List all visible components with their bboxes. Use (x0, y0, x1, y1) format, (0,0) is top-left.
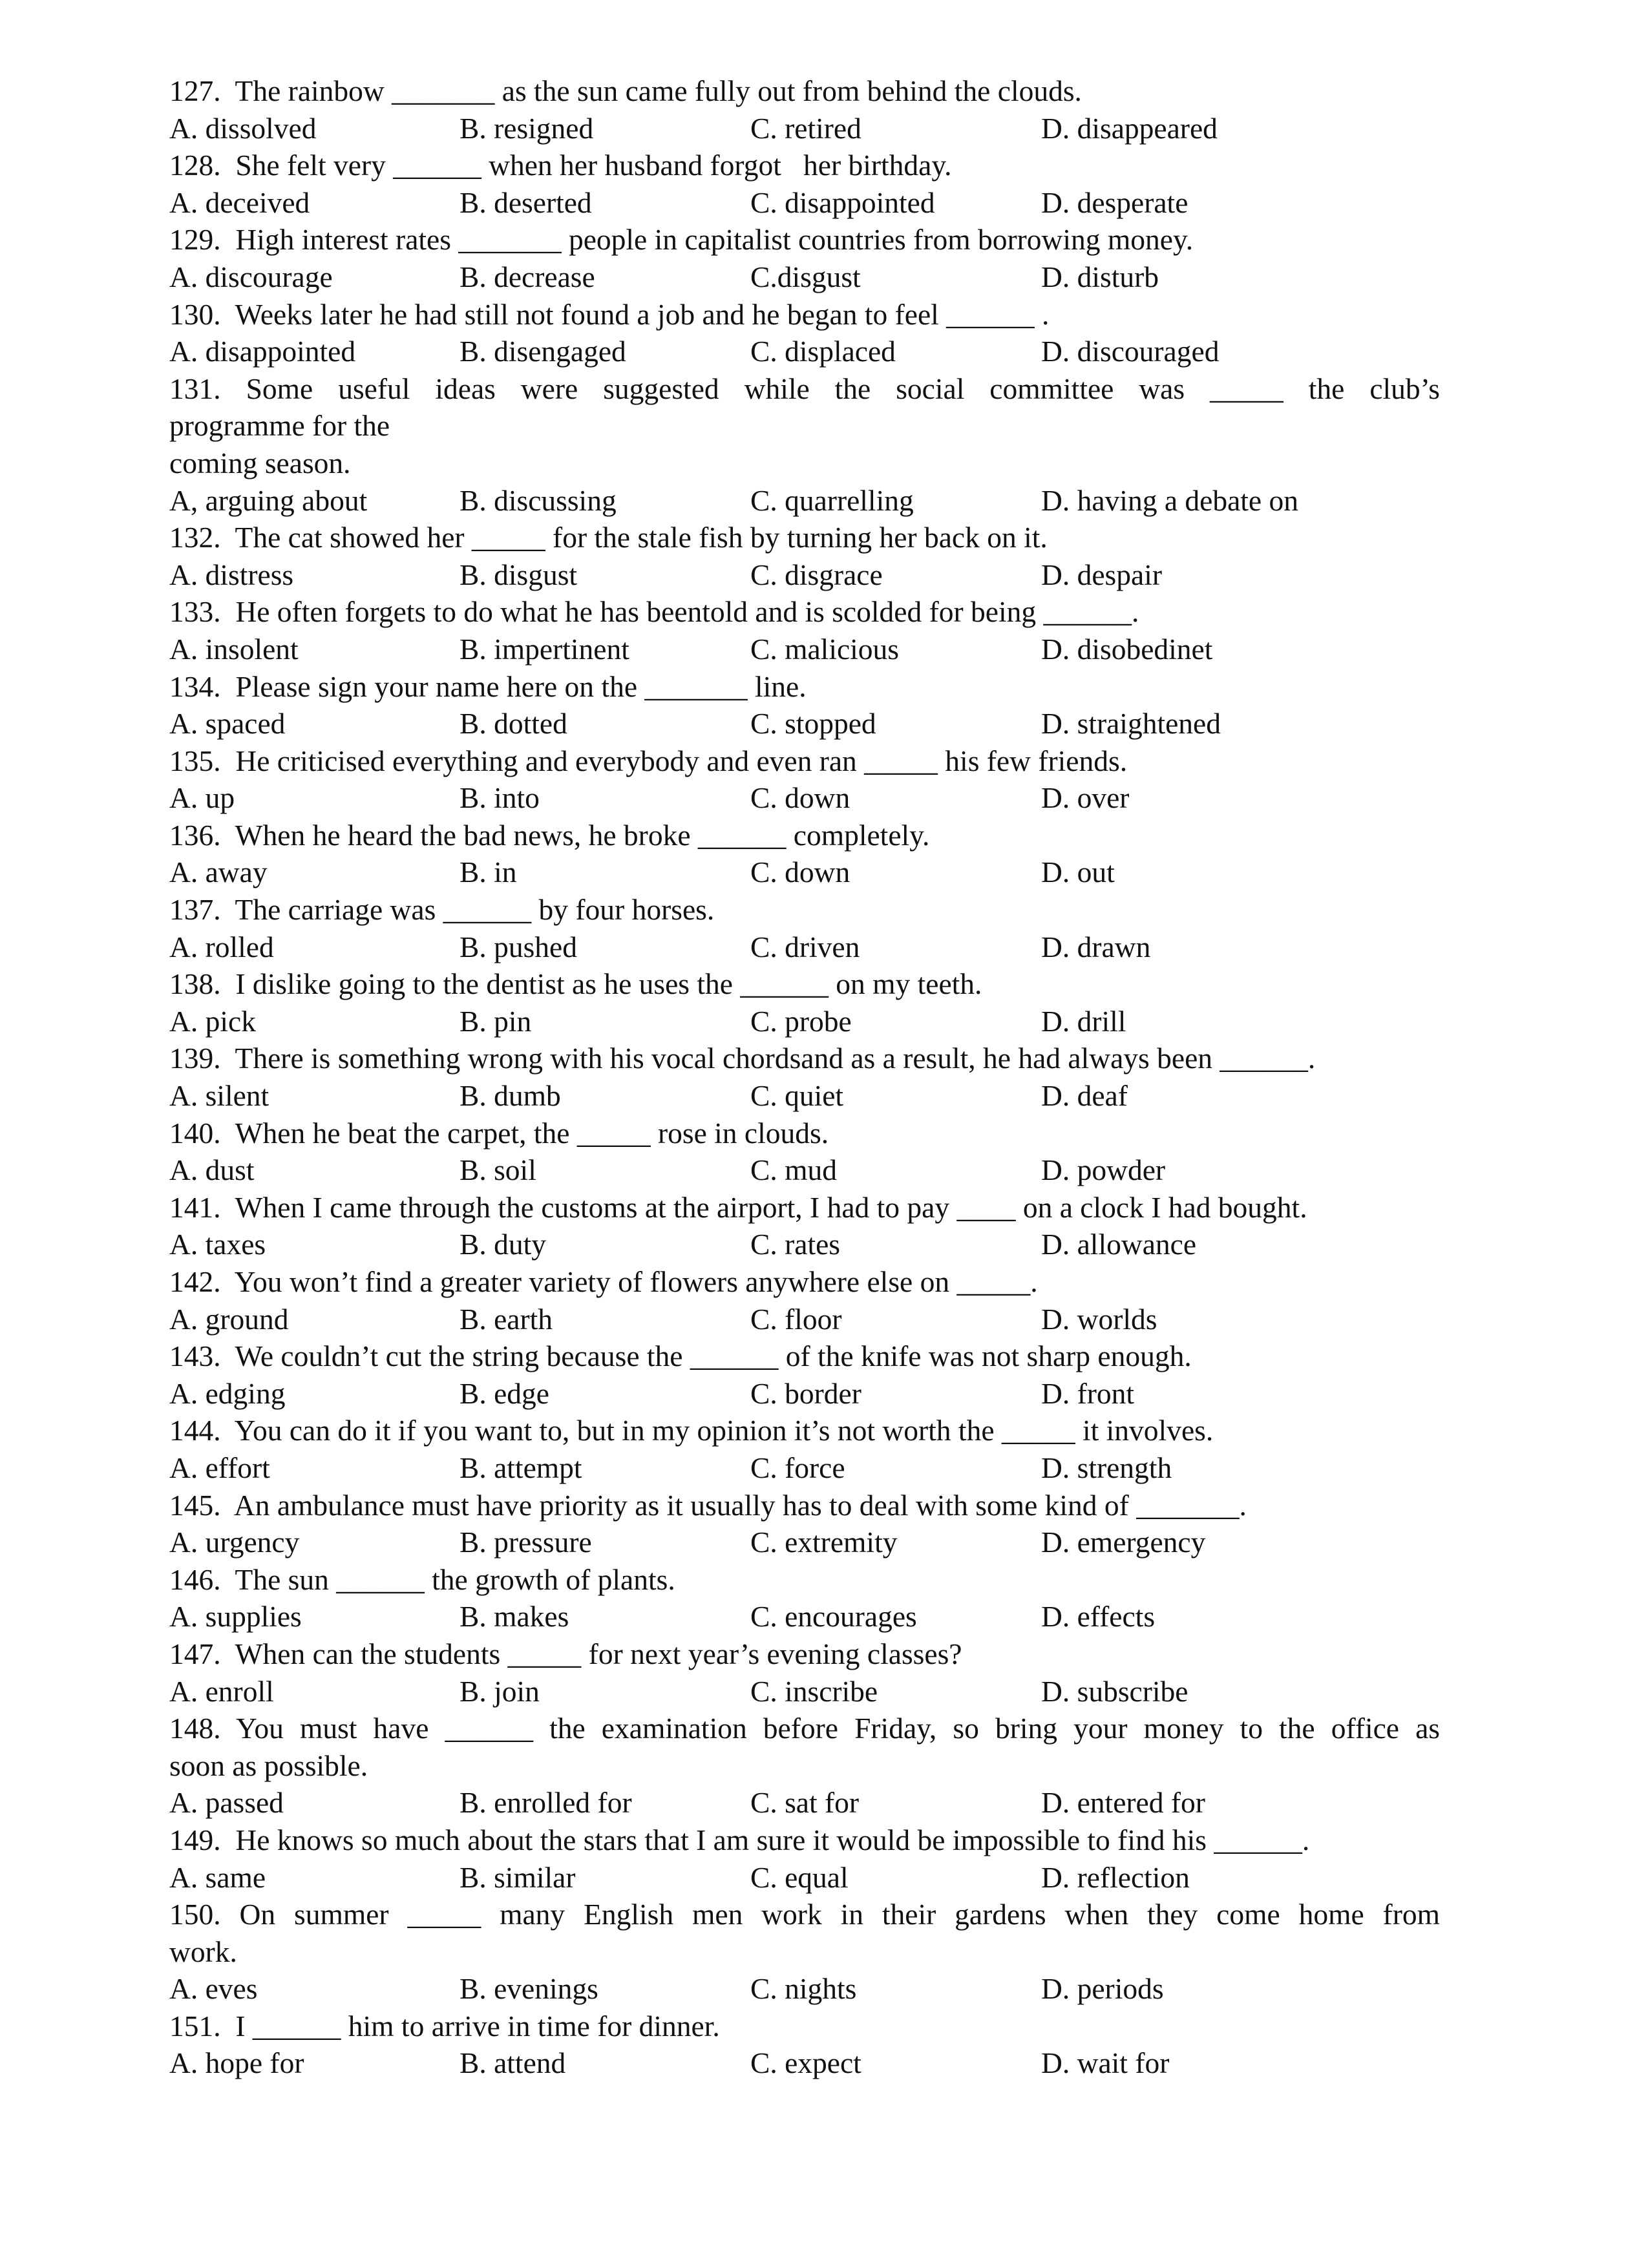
option-a: A. pick (169, 1004, 256, 1038)
option-b: B. evenings (460, 1972, 598, 2006)
option-d: D. disturb (1041, 260, 1159, 293)
question-141 (169, 1189, 1440, 1263)
option-c: C. extremity (750, 1526, 898, 1559)
option-b: B. similar (460, 1860, 576, 1894)
question-stem-continued: soon as possible. (169, 1748, 368, 1782)
option-a: A. enroll (169, 1674, 274, 1708)
question-135 (169, 742, 1440, 817)
option-d: D. entered for (1041, 1786, 1205, 1820)
answer-options (169, 1449, 1440, 1487)
option-a: A. edging (169, 1376, 286, 1410)
option-c: C. inscribe (750, 1674, 878, 1708)
option-c: C. displaced (750, 335, 896, 368)
option-d: D. over (1041, 781, 1130, 815)
question-145 (169, 1487, 1440, 1561)
option-c: C. down (750, 856, 850, 889)
question-stem: 143. We couldn’t cut the string because the ______ of the knife was not sharp enough. (169, 1339, 1192, 1373)
answer-options (169, 1598, 1440, 1635)
question-131 (169, 370, 1440, 519)
question-stem: 131. Some useful ideas were suggested while the social committee was _____ the club’s (169, 372, 1440, 405)
answer-options (169, 1524, 1440, 1561)
option-c: C. down (750, 781, 850, 815)
question-139 (169, 1040, 1440, 1114)
question-stem: 142. You won’t find a greater variety of flowers anywhere else on _____. (169, 1265, 1038, 1298)
option-a: A. effort (169, 1451, 270, 1484)
question-stem: 138. I dislike going to the dentist as he uses the ______ on my teeth. (169, 967, 982, 1001)
option-b: B. pressure (460, 1526, 592, 1559)
question-133 (169, 593, 1440, 667)
option-a: A. dust (169, 1153, 255, 1187)
answer-options (169, 929, 1440, 966)
question-130 (169, 296, 1440, 370)
question-stem: 148. You must have ______ the examination before Friday, so bring your money to the office as (169, 1712, 1440, 1745)
question-stem: 137. The carriage was ______ by four horses. (169, 893, 715, 927)
question-stem: 132. The cat showed her _____ for the stale fish by turning her back on it. (169, 521, 1048, 554)
option-c: C. sat for (750, 1786, 860, 1820)
question-stem: 140. When he beat the carpet, the _____ rose in clouds. (169, 1116, 829, 1150)
option-b: B. dumb (460, 1079, 561, 1113)
question-150 (169, 1896, 1440, 2008)
option-d: D. periods (1041, 1972, 1164, 2006)
answer-options (169, 1151, 1440, 1189)
answer-options (169, 1673, 1440, 1710)
question-stem: 135. He criticised everything and everybody and even ran _____ his few friends. (169, 744, 1128, 777)
option-d: D. straightened (1041, 707, 1221, 740)
option-d: D. desperate (1041, 185, 1188, 219)
option-b: B. pushed (460, 930, 577, 963)
option-b: B. discussing (460, 483, 617, 517)
option-b: B. enrolled for (460, 1786, 632, 1820)
option-d: D. allowance (1041, 1228, 1197, 1261)
option-c: C. malicious (750, 632, 900, 666)
answer-options (169, 1077, 1440, 1115)
option-b: B. edge (460, 1376, 549, 1410)
option-c: C. disgrace (750, 558, 883, 591)
answer-options (169, 2044, 1440, 2082)
question-stem: 144. You can do it if you want to, but in my opinion it’s not worth the _____ it involves. (169, 1414, 1214, 1447)
option-b: B. join (460, 1674, 540, 1708)
option-c: C. equal (750, 1860, 849, 1894)
option-c: C.disgust (750, 260, 861, 293)
option-d: D. disappeared (1041, 111, 1218, 145)
answer-options (169, 1301, 1440, 1338)
option-a: A. deceived (169, 185, 310, 219)
option-a: A. disappointed (169, 335, 356, 368)
question-stem: 146. The sun ______ the growth of plants. (169, 1562, 675, 1596)
option-d: D. worlds (1041, 1302, 1157, 1336)
question-148 (169, 1710, 1440, 1822)
option-c: C. nights (750, 1972, 857, 2006)
question-stem: 133. He often forgets to do what he has beentold and is scolded for being ______. (169, 595, 1139, 629)
answer-options (169, 1375, 1440, 1412)
question-stem: 150. On summer _____ many English men work in their gardens when they come home from (169, 1898, 1440, 1931)
option-a: A. distress (169, 558, 294, 591)
answer-options (169, 1784, 1440, 1822)
option-b: B. impertinent (460, 632, 629, 666)
option-d: D. drawn (1041, 930, 1151, 963)
question-143 (169, 1338, 1440, 1412)
answer-options (169, 556, 1440, 594)
option-b: B. in (460, 856, 517, 889)
option-d: D. discouraged (1041, 335, 1220, 368)
option-d: D. drill (1041, 1004, 1126, 1038)
option-b: B. makes (460, 1600, 569, 1633)
option-c: C. encourages (750, 1600, 917, 1633)
option-a: A. hope for (169, 2046, 304, 2080)
question-137 (169, 891, 1440, 965)
option-c: C. border (750, 1376, 861, 1410)
question-stem: 141. When I came through the customs at the airport, I had to pay ____ on a clock I had bought. (169, 1190, 1307, 1224)
question-stem-continued: work. (169, 1935, 237, 1968)
answer-options (169, 1003, 1440, 1040)
question-151 (169, 2008, 1440, 2082)
question-136 (169, 817, 1440, 891)
option-d: D. effects (1041, 1600, 1156, 1633)
option-c: C. driven (750, 930, 860, 963)
question-stem-continued: programme for the (169, 409, 390, 443)
option-b: B. deserted (460, 185, 592, 219)
option-b: B. resigned (460, 111, 594, 145)
question-stem-continued: coming season. (169, 446, 351, 479)
option-d: D. wait for (1041, 2046, 1170, 2080)
option-a: A. same (169, 1860, 266, 1894)
option-b: B. attempt (460, 1451, 582, 1484)
answer-options (169, 1859, 1440, 1896)
question-stem: 129. High interest rates _______ people in capitalist countries from borrowing money. (169, 223, 1194, 257)
option-a: A. insolent (169, 632, 299, 666)
option-a: A. taxes (169, 1228, 266, 1261)
answer-options (169, 482, 1440, 520)
question-138 (169, 965, 1440, 1040)
option-c: C. quarrelling (750, 483, 914, 517)
question-144 (169, 1412, 1440, 1486)
option-c: C. rates (750, 1228, 840, 1261)
answer-options (169, 258, 1440, 296)
answer-options (169, 1226, 1440, 1263)
question-stem: 128. She felt very ______ when her husband forgot her birthday. (169, 149, 952, 182)
option-d: D. deaf (1041, 1079, 1128, 1113)
option-c: C. floor (750, 1302, 842, 1336)
option-a: A. eves (169, 1972, 258, 2006)
answer-options (169, 705, 1440, 742)
option-c: C. quiet (750, 1079, 844, 1113)
option-d: D. strength (1041, 1451, 1172, 1484)
option-a: A, arguing about (169, 483, 368, 517)
option-d: D. reflection (1041, 1860, 1190, 1894)
option-c: C. retired (750, 111, 861, 145)
option-a: A. rolled (169, 930, 274, 963)
option-a: A. supplies (169, 1600, 302, 1633)
option-d: D. subscribe (1041, 1674, 1188, 1708)
option-b: B. decrease (460, 260, 595, 293)
question-stem: 139. There is something wrong with his vocal chordsand as a result, he had always been ______. (169, 1042, 1316, 1075)
question-149 (169, 1822, 1440, 1896)
question-stem: 145. An ambulance must have priority as it usually has to deal with some kind of _______. (169, 1488, 1247, 1522)
answer-options (169, 854, 1440, 891)
question-stem: 134. Please sign your name here on the _______ line. (169, 669, 807, 703)
option-d: D. having a debate on (1041, 483, 1298, 517)
option-d: D. out (1041, 856, 1115, 889)
option-b: B. disgust (460, 558, 578, 591)
option-a: A. dissolved (169, 111, 317, 145)
question-stem: 147. When can the students _____ for next year’s evening classes? (169, 1637, 962, 1670)
option-a: A. spaced (169, 707, 286, 740)
answer-options (169, 110, 1440, 147)
question-128 (169, 147, 1440, 221)
option-d: D. front (1041, 1376, 1135, 1410)
option-a: A. urgency (169, 1526, 300, 1559)
option-c: C. force (750, 1451, 845, 1484)
option-b: B. pin (460, 1004, 532, 1038)
question-129 (169, 221, 1440, 295)
option-d: D. powder (1041, 1153, 1166, 1187)
option-a: A. up (169, 781, 235, 815)
question-stem: 149. He knows so much about the stars that I am sure it would be impossible to find his ______. (169, 1823, 1310, 1856)
question-132 (169, 519, 1440, 593)
answer-options (169, 779, 1440, 817)
question-stem: 127. The rainbow _______ as the sun came fully out from behind the clouds. (169, 74, 1082, 107)
option-b: B. into (460, 781, 540, 815)
question-134 (169, 668, 1440, 742)
question-stem: 130. Weeks later he had still not found a job and he began to feel ______ . (169, 297, 1050, 331)
option-b: B. disengaged (460, 335, 626, 368)
option-d: D. despair (1041, 558, 1162, 591)
question-stem: 136. When he heard the bad news, he broke ______ completely. (169, 818, 930, 852)
option-d: D. disobedinet (1041, 632, 1213, 666)
answer-options (169, 631, 1440, 668)
option-b: B. dotted (460, 707, 567, 740)
answer-options (169, 333, 1440, 370)
option-b: B. attend (460, 2046, 566, 2080)
option-c: C. mud (750, 1153, 837, 1187)
option-a: A. discourage (169, 260, 333, 293)
option-a: A. away (169, 856, 268, 889)
option-c: C. disappointed (750, 185, 935, 219)
question-stem: 151. I ______ him to arrive in time for dinner. (169, 2009, 720, 2042)
option-b: B. duty (460, 1228, 546, 1261)
question-127 (169, 72, 1440, 147)
question-140 (169, 1115, 1440, 1189)
question-146 (169, 1561, 1440, 1635)
option-c: C. probe (750, 1004, 852, 1038)
option-c: C. expect (750, 2046, 861, 2080)
option-b: B. soil (460, 1153, 536, 1187)
option-d: D. emergency (1041, 1526, 1206, 1559)
question-142 (169, 1263, 1440, 1338)
option-c: C. stopped (750, 707, 876, 740)
option-a: A. passed (169, 1786, 284, 1820)
option-b: B. earth (460, 1302, 553, 1336)
answer-options (169, 1970, 1440, 2008)
answer-options (169, 184, 1440, 222)
worksheet-page (169, 72, 1440, 2082)
option-a: A. silent (169, 1079, 269, 1113)
question-147 (169, 1635, 1440, 1710)
option-a: A. ground (169, 1302, 289, 1336)
